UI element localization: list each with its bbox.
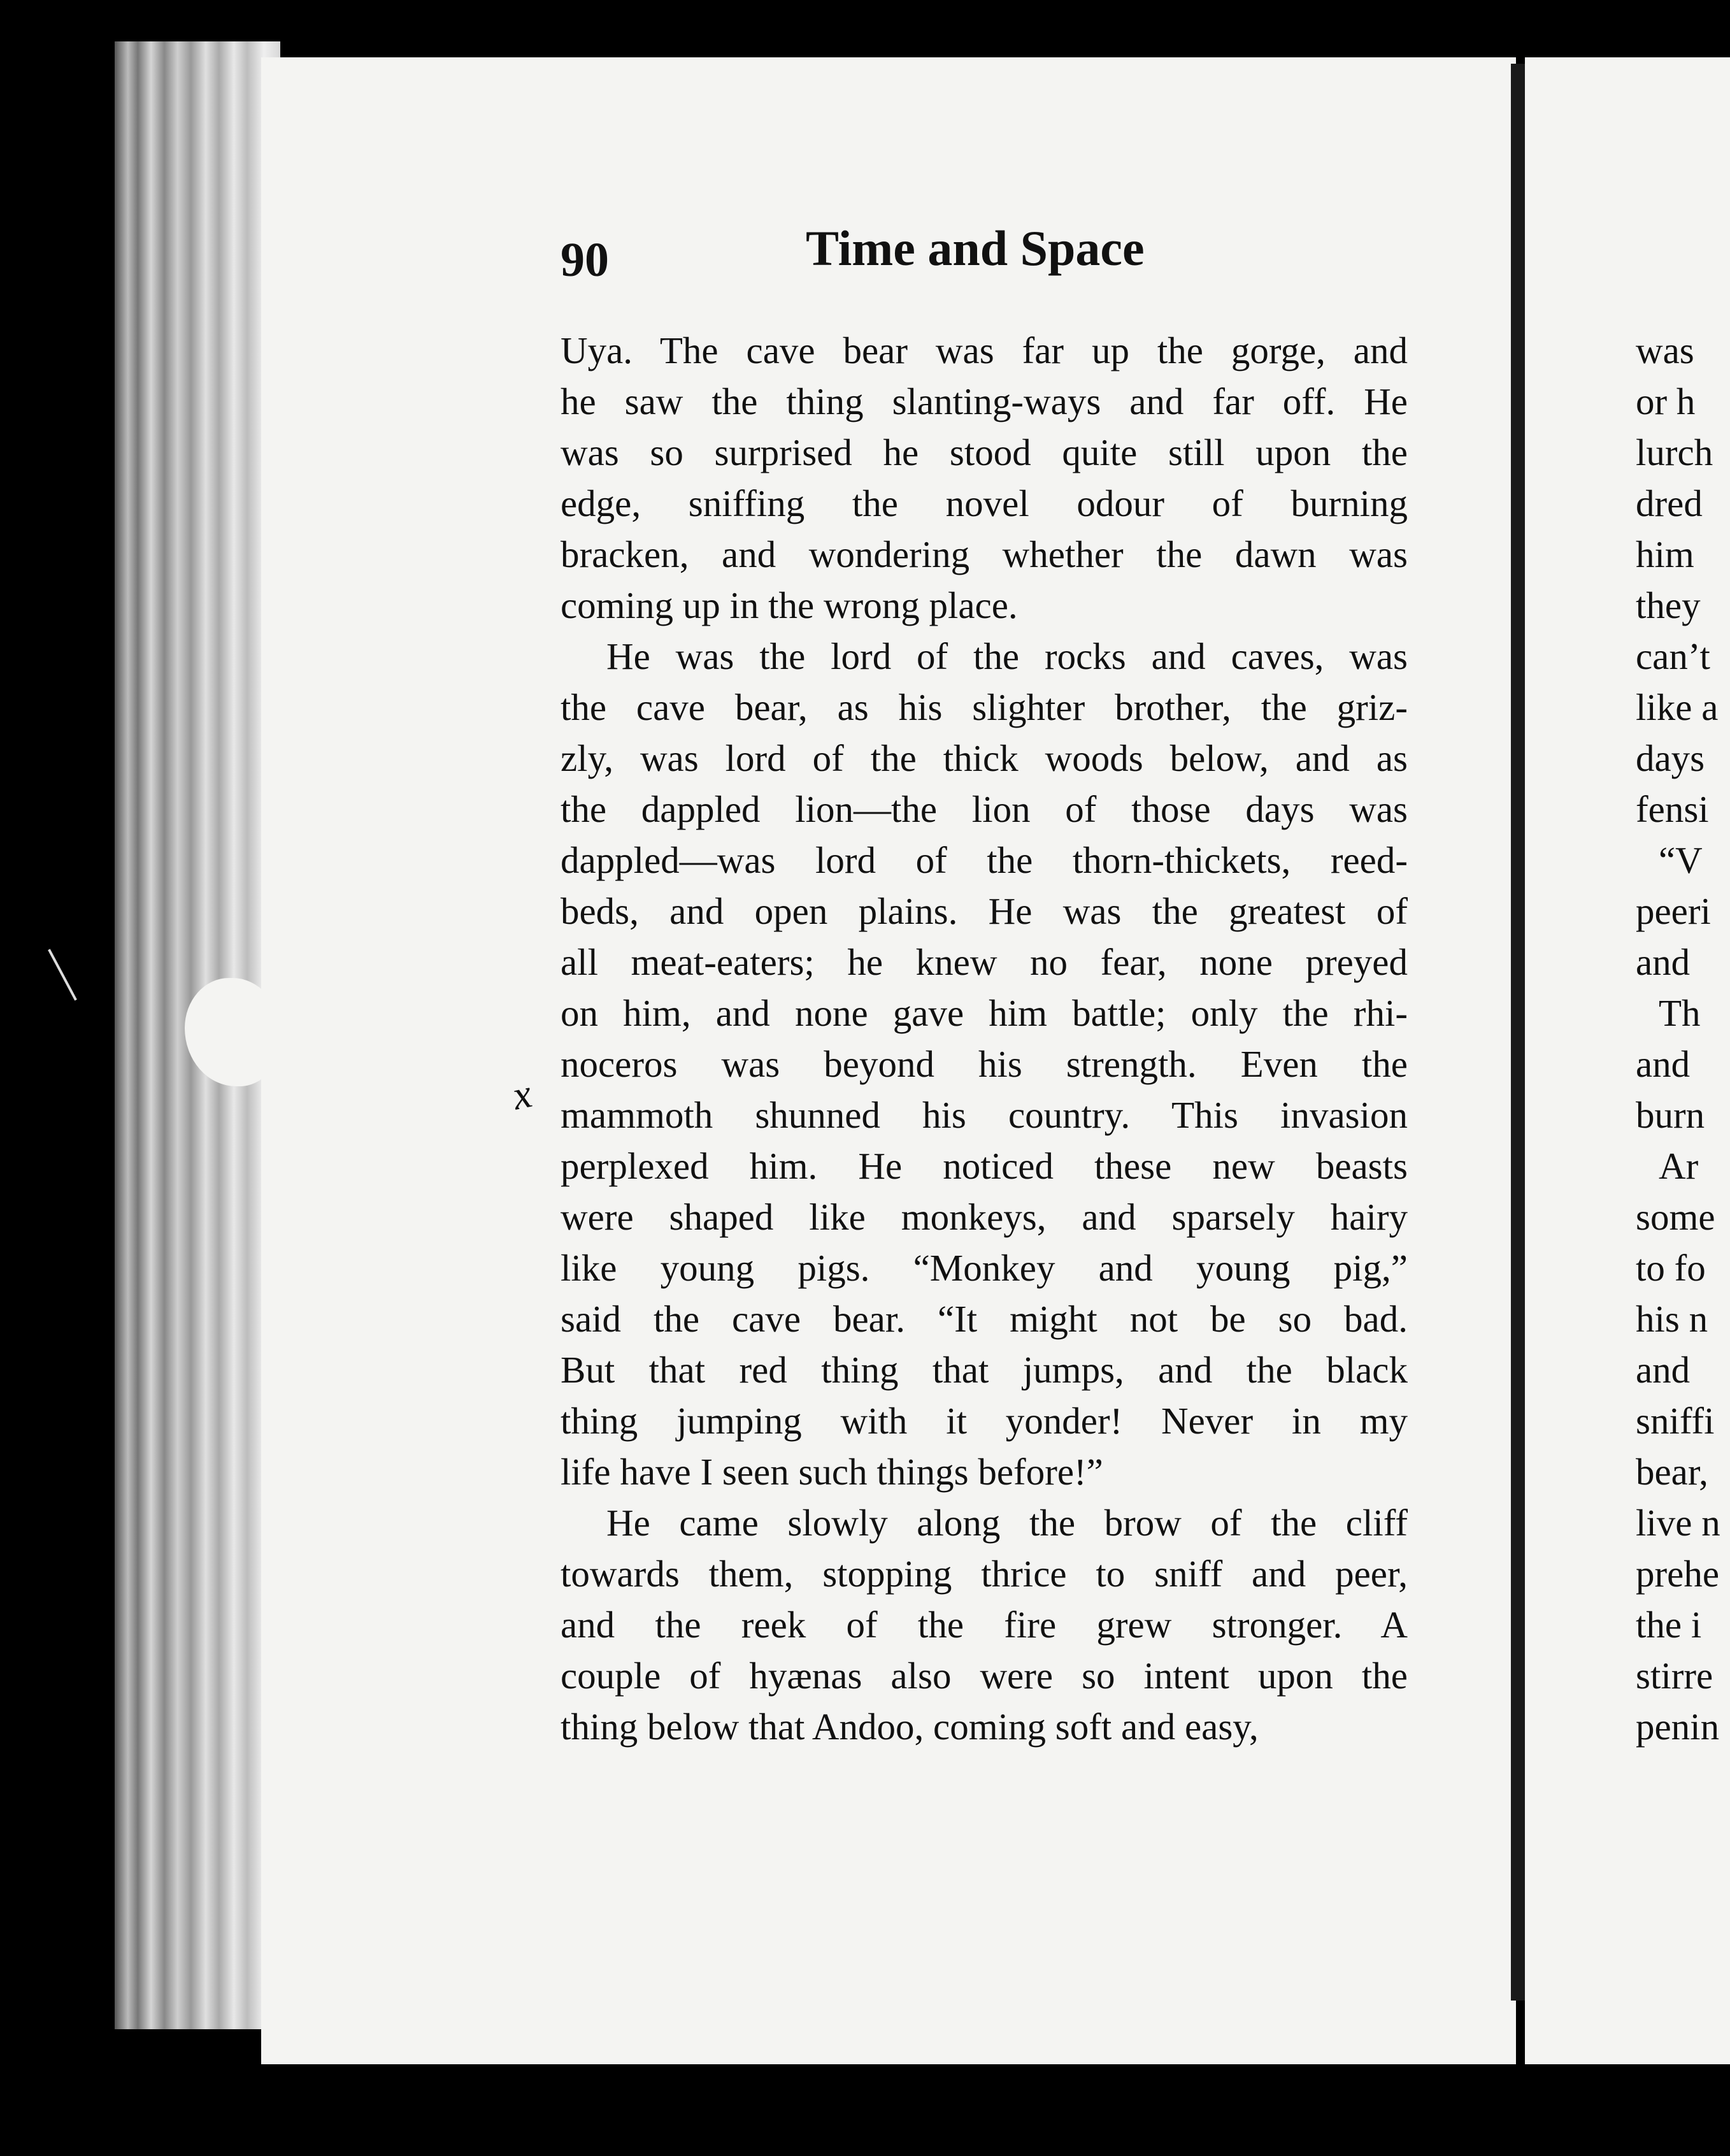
fragment-line: and — [1636, 1349, 1691, 1391]
fragment-line: stirre — [1636, 1655, 1713, 1697]
text-line: thing below that Andoo, coming soft and easy, — [561, 1706, 1259, 1748]
fragment-line: or h — [1636, 380, 1696, 422]
fragment-line: the i — [1636, 1604, 1702, 1646]
body-text — [561, 325, 1408, 1752]
text-line: noceros was beyond his strength. Even the — [561, 1043, 1408, 1085]
text-line: life have I seen such things before!” — [561, 1451, 1103, 1493]
fragment-line: dred — [1636, 482, 1703, 524]
fragment-line: they — [1636, 584, 1701, 626]
page-number: 90 — [561, 233, 609, 287]
paragraph — [561, 1497, 1408, 1752]
fragment-line: and — [1636, 1043, 1691, 1085]
running-head — [561, 220, 1408, 290]
fragment-line: bear, — [1636, 1451, 1708, 1493]
text-line: bracken, and wondering whether the dawn was — [561, 533, 1408, 575]
text-line: on him, and none gave him battle; only the rhi- — [561, 992, 1408, 1034]
fragment-line: burn — [1636, 1094, 1705, 1136]
text-line: towards them, stopping thrice to sniff and peer, — [561, 1553, 1408, 1595]
fragment-line: live n — [1636, 1502, 1720, 1544]
text-line: were shaped like monkeys, and sparsely hairy — [561, 1196, 1408, 1238]
paragraph — [561, 325, 1408, 631]
text-line: edge, sniffing the novel odour of burning — [561, 482, 1408, 524]
fragment-line: Ar — [1659, 1145, 1699, 1187]
text-line: and the reek of the fire grew stronger. A — [561, 1604, 1408, 1646]
fragment-line: fensi — [1636, 788, 1709, 830]
edge-scratch — [48, 949, 77, 1000]
book-gutter — [1511, 64, 1525, 2001]
fragment-line: Th — [1659, 992, 1701, 1034]
text-line: beds, and open plains. He was the greatest of — [561, 890, 1408, 932]
text-line: coming up in the wrong place. — [561, 584, 1018, 626]
text-line: all meat-eaters; he knew no fear, none preyed — [561, 941, 1408, 983]
paragraph — [561, 631, 1408, 1497]
text-line: couple of hyænas also were so intent upon the — [561, 1655, 1408, 1697]
fragment-line: penin — [1636, 1706, 1720, 1748]
text-line: thing jumping with it yonder! Never in my — [561, 1400, 1408, 1442]
fragment-line: days — [1636, 737, 1705, 779]
text-line: But that red thing that jumps, and the black — [561, 1349, 1408, 1391]
text-line: He was the lord of the rocks and caves, was — [606, 635, 1408, 677]
text-line: mammoth shunned his country. This invasion — [561, 1094, 1408, 1136]
fragment-line: his n — [1636, 1298, 1708, 1340]
fragment-line: to fo — [1636, 1247, 1706, 1289]
text-line: He came slowly along the brow of the cliff — [606, 1502, 1408, 1544]
fragment-line: sniffi — [1636, 1400, 1715, 1442]
text-line: he saw the thing slanting-ways and far off. He — [561, 380, 1408, 422]
text-line: dappled—was lord of the thorn-thickets, reed- — [561, 839, 1408, 881]
margin-annotation: x — [508, 1070, 536, 1119]
facing-page-text-fragment — [1636, 325, 1730, 1752]
text-line: the cave bear, as his slighter brother, the griz- — [561, 686, 1408, 728]
text-line: like young pigs. “Monkey and young pig,” — [561, 1247, 1408, 1289]
running-title: Time and Space — [806, 220, 1145, 276]
fragment-line: “V — [1659, 839, 1703, 881]
text-line: was so surprised he stood quite still upon the — [561, 431, 1408, 473]
fragment-line: lurch — [1636, 431, 1713, 473]
fragment-line: like a — [1636, 686, 1719, 728]
fragment-line: was — [1636, 329, 1694, 371]
text-line: perplexed him. He noticed these new beasts — [561, 1145, 1408, 1187]
fragment-line: can’t — [1636, 635, 1710, 677]
fragment-line: prehe — [1636, 1553, 1720, 1595]
fragment-line: some — [1636, 1196, 1715, 1238]
fragment-line: him — [1636, 533, 1694, 575]
fragment-line: peeri — [1636, 890, 1711, 932]
fragment-line: and — [1636, 941, 1691, 983]
text-line: zly, was lord of the thick woods below, and as — [561, 737, 1408, 779]
text-line: the dappled lion—the lion of those days was — [561, 788, 1408, 830]
text-line: Uya. The cave bear was far up the gorge, and — [561, 329, 1408, 371]
text-line: said the cave bear. “It might not be so bad. — [561, 1298, 1408, 1340]
